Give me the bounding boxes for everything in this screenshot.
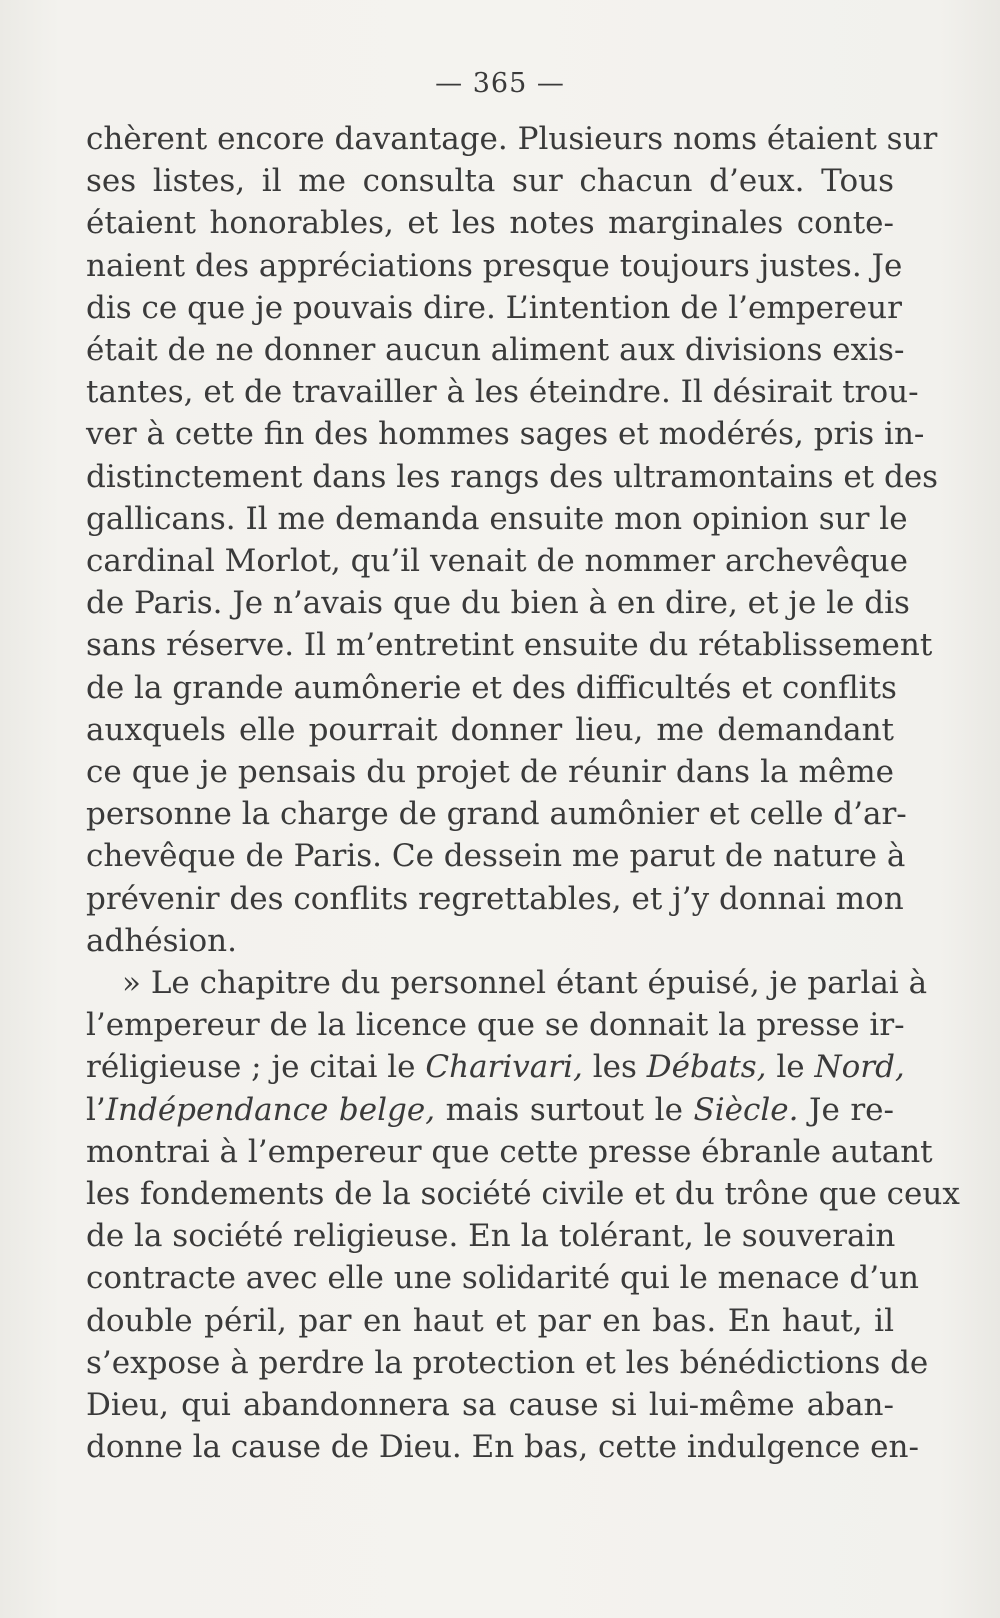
text-run: l’ — [86, 1091, 106, 1128]
text-line: personne la charge de grand aumônier et celle d’ar- — [86, 796, 907, 833]
text-line-with-italics — [86, 1046, 905, 1088]
text-line: distinctement dans les rangs des ultramontains et des — [86, 458, 939, 495]
page-number: — 365 — — [435, 68, 565, 99]
paragraph-end-line: adhésion. — [86, 922, 237, 959]
text-line: de la grande aumônerie et des difficultés et conflits — [86, 669, 897, 706]
text-line: dis ce que je pouvais dire. L’intention de l’empereur — [86, 289, 902, 326]
text-line: l’empereur de la licence que se donnait la presse ir- — [86, 1007, 905, 1044]
text-line: étaient honorables, et les notes marginales conte- — [86, 205, 894, 242]
text-line: double péril, par en haut et par en bas. En haut, il — [86, 1302, 894, 1339]
text-run: réligieuse ; je citai le — [86, 1049, 426, 1086]
text-line: ce que je pensais du projet de réunir dans la même — [86, 754, 894, 791]
newspaper-title-siecle: Siècle. — [693, 1091, 799, 1128]
text-line: s’expose à perdre la protection et les bénédictions de — [86, 1344, 929, 1381]
text-run: le — [766, 1049, 815, 1086]
text-line: ses listes, il me consulta sur chacun d’eux. Tous — [86, 163, 894, 200]
text-line: cardinal Morlot, qu’il venait de nommer archevêque — [86, 543, 908, 580]
text-run: Je re- — [798, 1091, 894, 1128]
newspaper-title-nord: Nord, — [814, 1049, 905, 1086]
text-line: prévenir des conflits regrettables, et j’y donnai mon — [86, 880, 904, 917]
text-line: ver à cette fin des hommes sages et modérés, pris in- — [86, 416, 925, 453]
text-line: sans réserve. Il m’entretint ensuite du rétablissement — [86, 627, 933, 664]
text-line: de la société religieuse. En la tolérant, le souverain — [86, 1218, 896, 1255]
newspaper-title-debats: Débats, — [646, 1049, 767, 1086]
text-line: montrai à l’empereur que cette presse ébranle autant — [86, 1133, 933, 1170]
text-line: contracte avec elle une solidarité qui le menace d’un — [86, 1260, 920, 1297]
paragraph-start-line: » Le chapitre du personnel étant épuisé, je parlai à — [122, 965, 928, 1002]
text-line: chèrent encore davantage. Plusieurs noms étaient sur — [86, 121, 938, 157]
text-line: Dieu, qui abandonnera sa cause si lui-même aban- — [86, 1387, 894, 1424]
newspaper-title-charivari: Charivari, — [425, 1049, 583, 1086]
text-run: les — [582, 1049, 647, 1086]
text-line: naient des appréciations presque toujours justes. Je — [86, 247, 903, 284]
page-body-text — [86, 118, 960, 1469]
text-line: tantes, et de travailler à les éteindre. Il désirait trou- — [86, 374, 919, 411]
text-line: auxquels elle pourrait donner lieu, me demandant — [86, 711, 894, 748]
text-line: les fondements de la société civile et du trône que ceux — [86, 1176, 960, 1213]
text-line: gallicans. Il me demanda ensuite mon opinion sur le — [86, 500, 908, 537]
text-line: de Paris. Je n’avais que du bien à en dire, et je le dis — [86, 585, 910, 622]
text-line: chevêque de Paris. Ce dessein me parut de nature à — [86, 838, 906, 875]
text-line: donne la cause de Dieu. En bas, cette indulgence en- — [86, 1429, 919, 1466]
text-line-with-italics — [86, 1089, 894, 1131]
text-run: mais surtout le — [435, 1091, 694, 1128]
text-line: était de ne donner aucun aliment aux divisions exis- — [86, 332, 905, 369]
newspaper-title-independance-belge: Indépendance belge, — [105, 1091, 436, 1128]
